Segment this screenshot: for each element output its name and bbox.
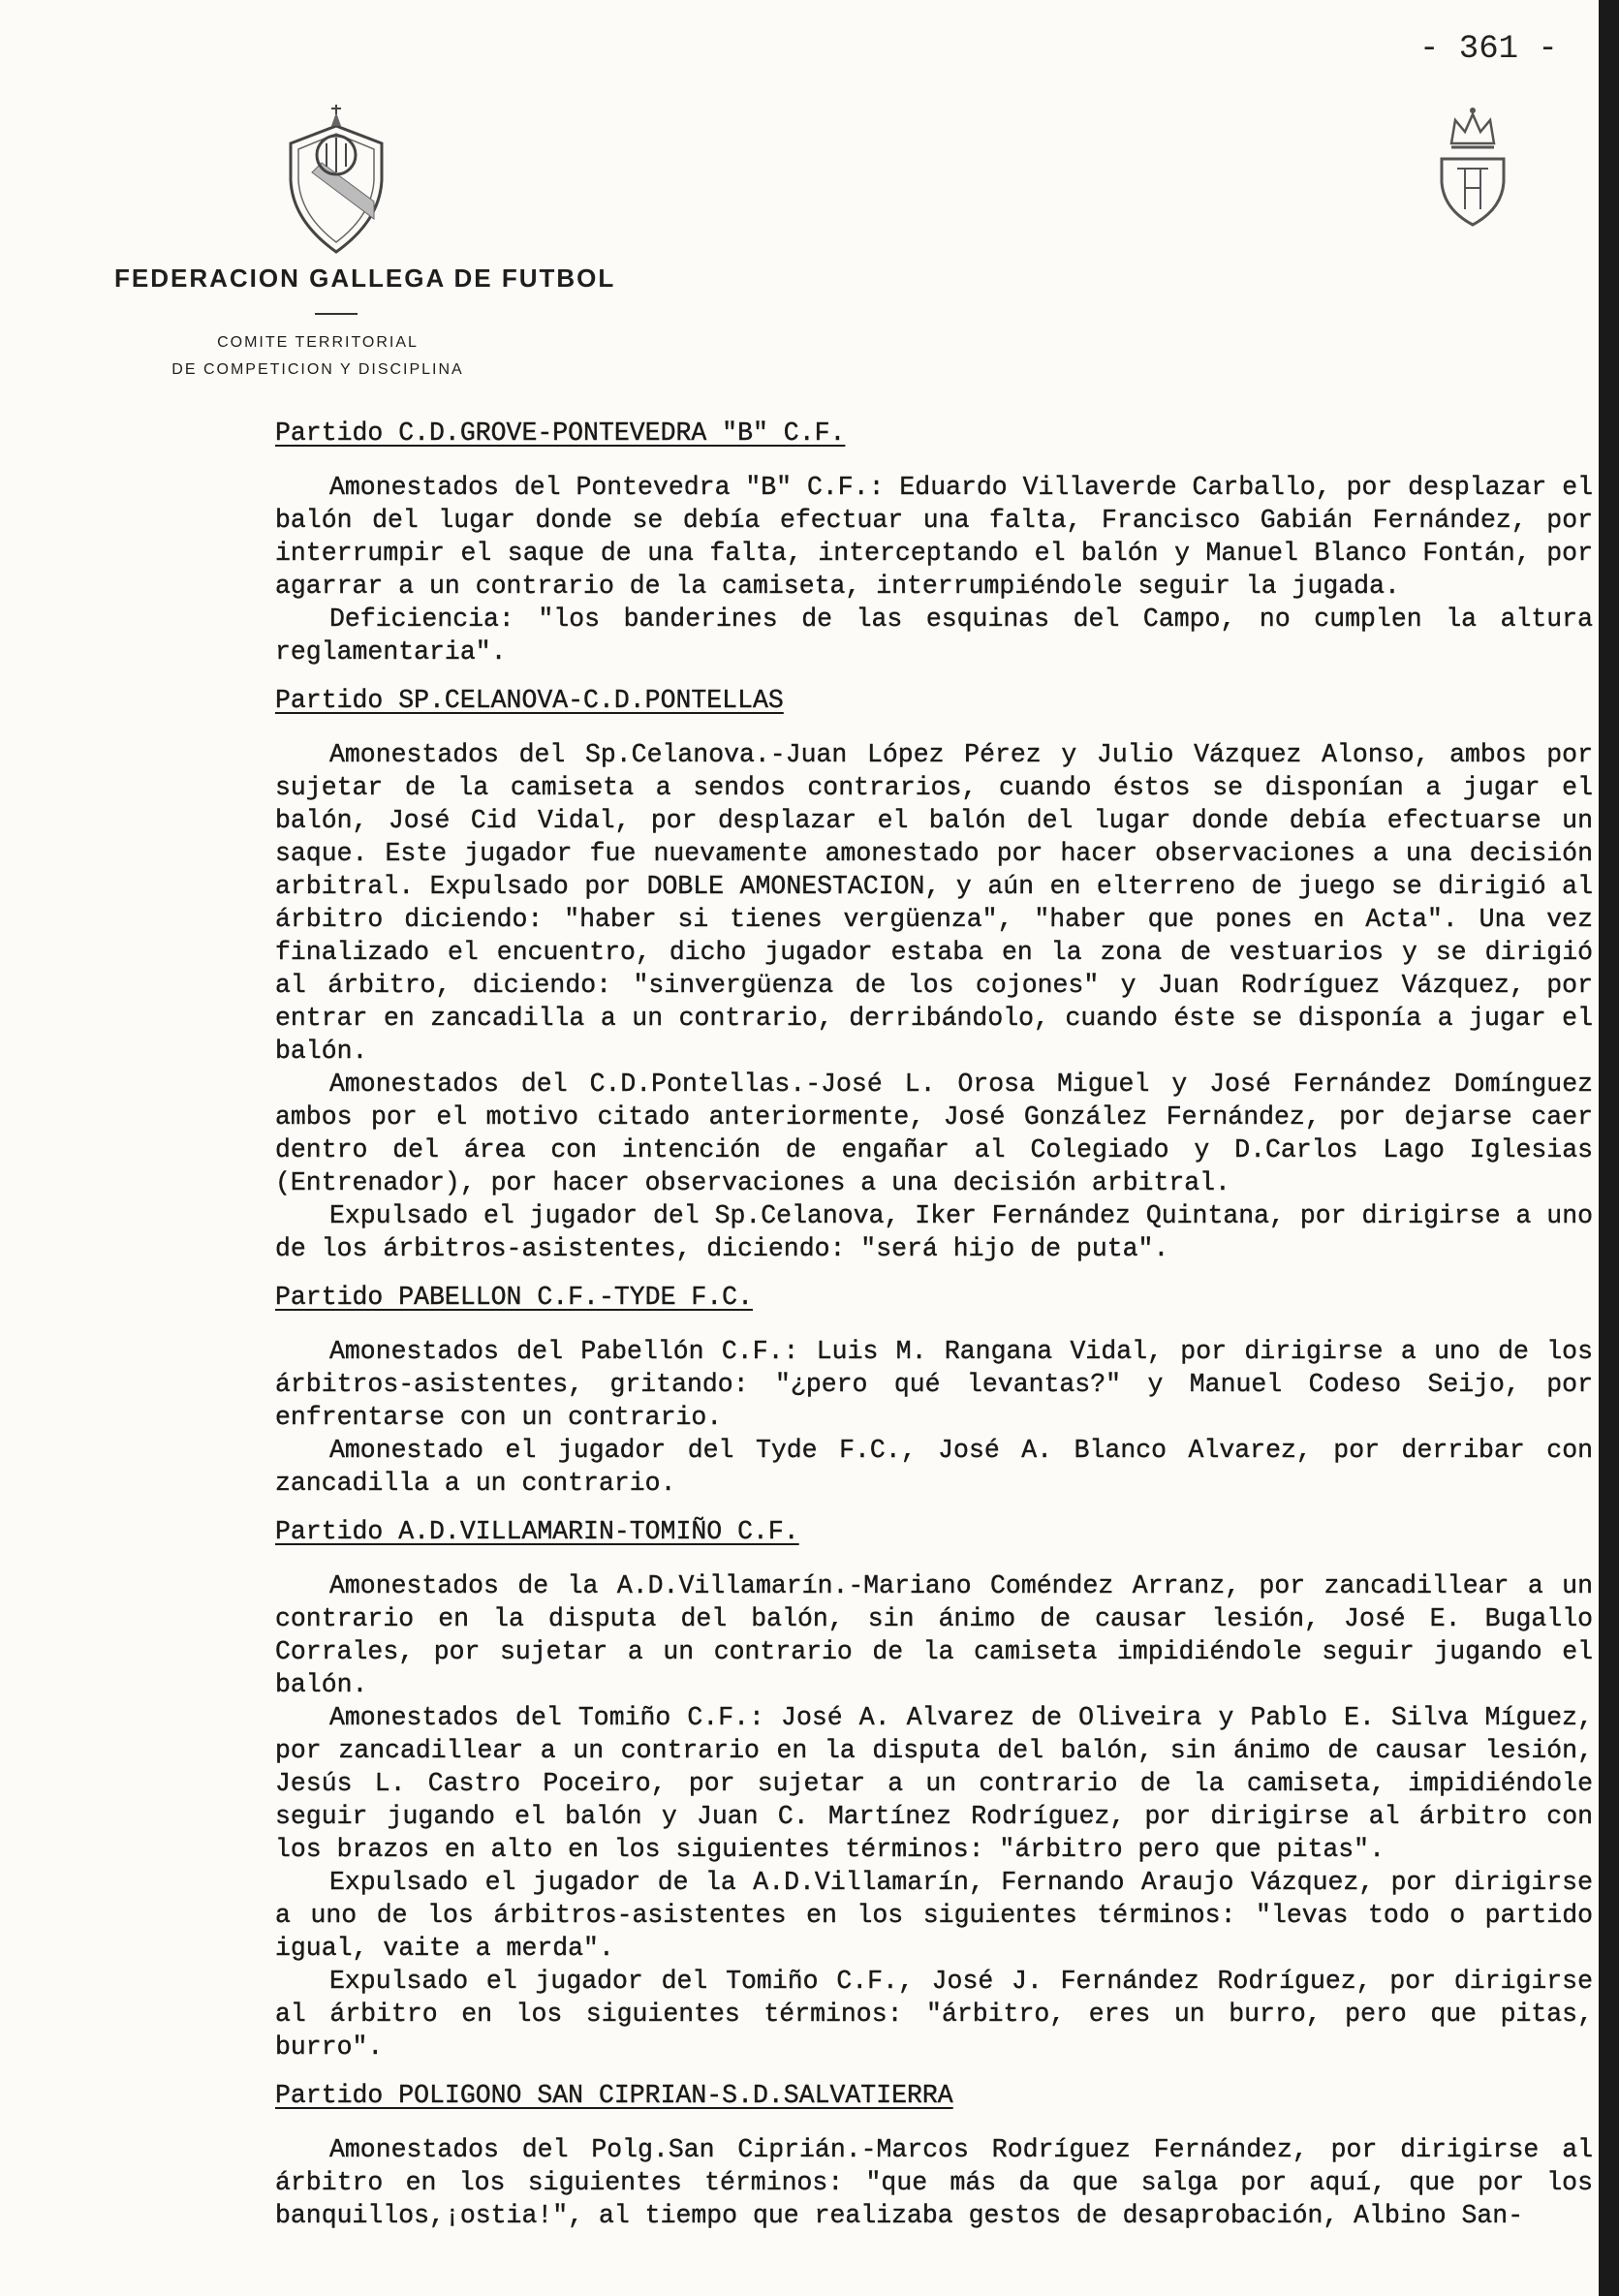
- match-paragraph: Amonestados del Polg.San Ciprián.-Marcos Rodríguez Fernández, por dirigirse al árbitro en los siguientes términos: "que más da que salga por aquí, que por los banquillos,¡ostia!", al tiempo que realizaba gestos de desaprobación, Albino San-: [275, 2135, 1593, 2230]
- match-heading: Partido SP.CELANOVA-C.D.PONTELLAS: [275, 686, 784, 715]
- header-divider: [315, 313, 358, 315]
- match-paragraph: Amonestados del C.D.Pontellas.-José L. Orosa Miguel y José Fernández Domínguez ambos por el motivo citado anteriormente, José González Fernández, por dejarse caer dentro del área con intención de engañar al Colegiado y D.Carlos Lago Iglesias (Entrenador), por hacer observaciones a una decisión arbitral.: [275, 1070, 1593, 1197]
- match-section: [275, 407, 1593, 668]
- committee-line-2: DE COMPETICION Y DISCIPLINA: [171, 361, 464, 378]
- match-paragraph: Expulsado el jugador de la A.D.Villamarín, Fernando Araujo Vázquez, por dirigirse a uno de los árbitros-asistentes en los siguientes términos: "levas todo o partido igual, vaite a merda".: [275, 1868, 1593, 1963]
- match-paragraph: Amonestado el jugador del Tyde F.C., José A. Blanco Alvarez, por derribar con zancadilla a un contrario.: [275, 1436, 1593, 1498]
- crowned-crest-icon: [1434, 105, 1511, 227]
- match-paragraph: Expulsado el jugador del Tomiño C.F., José J. Fernández Rodríguez, por dirigirse al árbitro en los siguientes términos: "árbitro, eres un burro, pero que pitas, burro".: [275, 1967, 1593, 2062]
- match-paragraph: Amonestados de la A.D.Villamarín.-Mariano Coméndez Arranz, por zancadillear a un contrario en la disputa del balón, sin ánimo de causar lesión, José E. Bugallo Corrales, por sujetar a un contrario de la camiseta impidiéndole seguir jugando el balón.: [275, 1571, 1593, 1699]
- match-paragraph: Amonestados del Tomiño C.F.: José A. Alvarez de Oliveira y Pablo E. Silva Míguez, por zancadillear a un contrario en la disputa del balón, sin ánimo de causar lesión, Jesús L. Castro Poceiro, por sujetar a un contrario de la camiseta, impidiéndole seguir jugando el balón y Juan C. Martínez Rodríguez, por dirigirse al árbitro con los brazos en alto en los siguientes términos: "árbitro pero que pitas".: [275, 1703, 1593, 1864]
- match-paragraph: Amonestados del Pabellón C.F.: Luis M. Rangana Vidal, por dirigirse a uno de los árbitros-asistentes, gritando: "¿pero qué levantas?" y Manuel Codeso Seijo, por enfrentarse con un contrario.: [275, 1337, 1593, 1432]
- match-heading: Partido A.D.VILLAMARIN-TOMIÑO C.F.: [275, 1517, 799, 1546]
- match-paragraph: Expulsado el jugador del Sp.Celanova, Iker Fernández Quintana, por dirigirse a uno de los árbitros-asistentes, diciendo: "será hijo de puta".: [275, 1201, 1594, 1263]
- match-paragraph: Amonestados del Sp.Celanova.-Juan López Pérez y Julio Vázquez Alonso, ambos por sujetar de la camiseta a sendos contrarios, cuando éstos se disponían a jugar el balón, José Cid Vidal, por desplazar el balón del lugar donde debía efectuarse un saque. Este jugador fue nuevamente amonestado por hacer observaciones a una decisión arbitral. Expulsado por DOBLE AMONESTACION, y aún en elterreno de juego se dirigió al árbitro diciendo: "haber si tienes vergüenza", "haber que pones en Acta". Una vez finalizado el encuentro, dicho jugador estaba en la zona de vestuarios y se dirigió al árbitro, diciendo: "sinvergüenza de los cojones" y Juan Rodríguez Vázquez, por entrar en zancadilla a un contrario, derribándolo, cuando éste se disponía a jugar el balón.: [275, 740, 1593, 1066]
- document-body: [275, 407, 1593, 2238]
- match-heading: Partido C.D.GROVE-PONTEVEDRA "B" C.F.: [275, 419, 846, 448]
- committee-name: [114, 329, 521, 384]
- match-section: [275, 1271, 1593, 1500]
- match-section: [275, 2069, 1593, 2232]
- match-paragraph: Amonestados del Pontevedra "B" C.F.: Eduardo Villaverde Carballo, por desplazar el balón del lugar donde se debía efectuar una falta, Francisco Gabián Fernández, por interrumpir el saque de una falta, interceptando el balón y Manuel Blanco Fontán, por agarrar a un contrario de la camiseta, interrumpiéndole seguir la jugada.: [275, 473, 1594, 601]
- organization-name: FEDERACION GALLEGA DE FUTBOL: [114, 264, 616, 293]
- match-section: [275, 674, 1593, 1265]
- page-number: - 361 -: [1419, 31, 1558, 68]
- match-heading: Partido PABELLON C.F.-TYDE F.C.: [275, 1283, 753, 1312]
- match-heading: Partido POLIGONO SAN CIPRIAN-S.D.SALVATIERRA: [275, 2081, 953, 2110]
- committee-line-1: COMITE TERRITORIAL: [217, 334, 419, 351]
- match-section: [275, 1505, 1593, 2063]
- match-paragraph: Deficiencia: "los banderines de las esquinas del Campo, no cumplen la altura reglamentaria".: [275, 605, 1593, 667]
- federation-shield-icon: [283, 105, 389, 258]
